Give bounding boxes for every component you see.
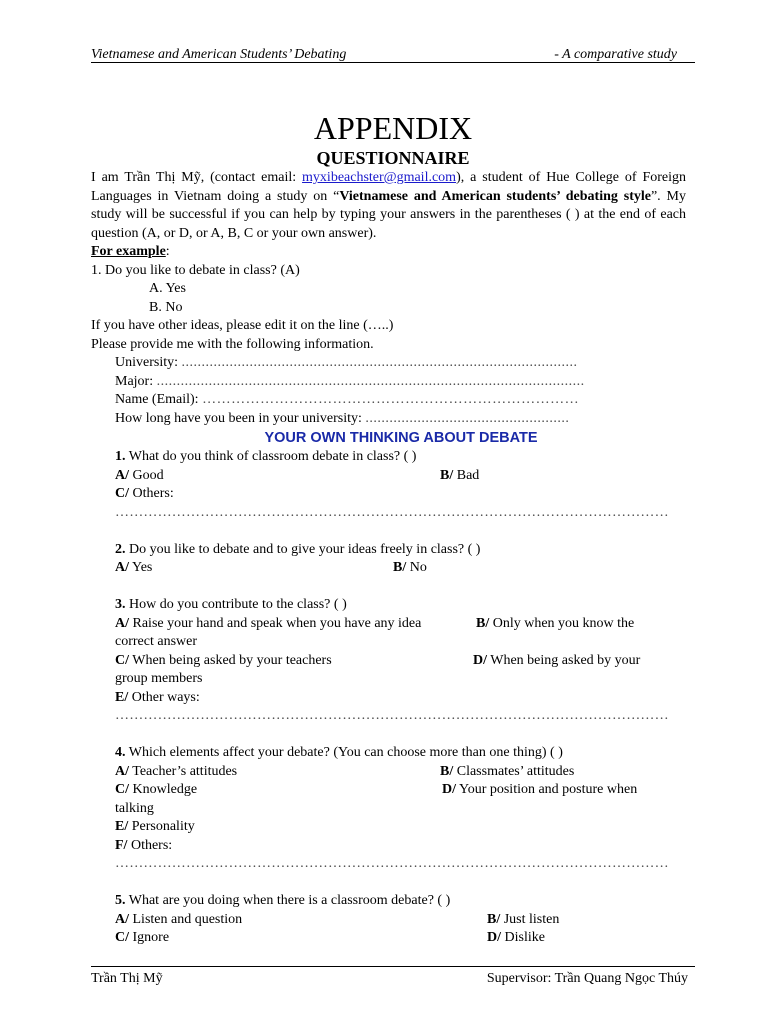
question-3-options-ab: [91, 615, 691, 634]
example-heading: For example:: [91, 244, 170, 259]
question-number: 5.: [115, 893, 126, 908]
option-b[interactable]: B/ Just listen: [487, 911, 560, 927]
question-number: 3.: [115, 597, 126, 612]
page-header: [91, 44, 695, 63]
example-option-b: B. No: [149, 299, 183, 315]
contact-email-link[interactable]: myxibeachster@gmail.com: [302, 170, 457, 185]
question-5-options-ab: [91, 911, 691, 930]
university-label: University:: [115, 355, 182, 370]
page-footer: [91, 966, 695, 997]
appendix-title: APPENDIX: [313, 110, 473, 146]
example-heading-label: For example: [91, 244, 166, 259]
document-body: [91, 169, 691, 948]
option-b[interactable]: B/ Only when you know the: [476, 615, 635, 631]
info-prompt: Please provide me with the following information.: [91, 336, 374, 352]
option-a[interactable]: A/ Good: [115, 467, 164, 483]
question-4-option-e[interactable]: E/ Personality: [115, 819, 195, 834]
major-blank[interactable]: ...........................................................................................................: [156, 373, 585, 389]
answer-line[interactable]: ………………………………………………………………………………………………………: [115, 856, 669, 871]
example-note: If you have other ideas, please edit it on the line (…..): [91, 318, 394, 333]
option-d[interactable]: D/ Dislike: [487, 930, 545, 945]
option-c[interactable]: C/ Knowledge: [115, 782, 198, 797]
name-email-field[interactable]: [91, 391, 691, 410]
questionnaire-title: QUESTIONNAIRE: [316, 148, 470, 168]
question-3-option-d-continued: group members: [115, 671, 203, 686]
question-text: How do you contribute to the class? ( ): [125, 597, 347, 612]
question-number: 4.: [115, 745, 126, 760]
study-title: Vietnamese and American students’ debating style: [339, 188, 651, 204]
duration-label: How long have you been in your university:: [115, 410, 366, 426]
question-text: Which elements affect your debate? (You can choose more than one thing) ( ): [125, 745, 563, 760]
question-4-option-d-continued: talking: [115, 800, 154, 816]
header-subtitle: - A comparative study: [554, 47, 677, 62]
intro-text-2: ), a student of Hue College of Foreign Languages in Vietnam doing a study on “: [91, 170, 687, 204]
option-b[interactable]: B/ Bad: [440, 467, 480, 483]
example-question: 1. Do you like to debate in class? (A): [91, 262, 300, 278]
option-d[interactable]: D/ Your position and posture when: [442, 782, 638, 797]
question-4-options-ab: [91, 763, 691, 782]
option-b[interactable]: B/ Classmates’ attitudes: [440, 763, 575, 779]
question-4-option-f[interactable]: F/ Others:: [115, 837, 173, 853]
example-option-a: A. Yes: [149, 281, 186, 296]
intro-text-3: ”. My study will be successful if you can help by typing your answers in the parentheses ( ) at the end of each question (A, or D, or A, B, C or your own answer).: [91, 188, 686, 241]
question-3-option-e[interactable]: E/ Other ways:: [115, 689, 200, 705]
question-number: 1.: [115, 449, 126, 464]
major-label: Major:: [115, 373, 157, 389]
option-d[interactable]: D/ When being asked by your: [473, 652, 641, 668]
question-1: [91, 448, 691, 467]
question-text: Do you like to debate and to give your ideas freely in class? ( ): [125, 541, 481, 557]
intro-paragraph: [91, 169, 686, 243]
question-3-options-cd: [91, 652, 691, 671]
question-5: [91, 892, 691, 911]
question-2-options: [91, 559, 691, 578]
university-blank[interactable]: ...................................................................................................: [181, 355, 578, 370]
question-5-options-cd: [91, 929, 691, 948]
option-a[interactable]: A/ Listen and question: [115, 911, 243, 927]
header-title: Vietnamese and American Students’ Debating: [91, 47, 347, 62]
section-heading: YOUR OWN THINKING ABOUT DEBATE: [264, 430, 538, 446]
option-c[interactable]: C/ When being asked by your teachers: [115, 652, 332, 668]
university-field[interactable]: [91, 354, 691, 373]
question-4: [91, 744, 691, 763]
question-3-option-b-continued: correct answer: [115, 634, 198, 649]
answer-line[interactable]: ………………………………………………………………………………………………………: [115, 708, 669, 723]
option-c[interactable]: C/ Ignore: [115, 930, 170, 945]
supervisor-name: Supervisor: Trần Quang Ngọc Thúy: [486, 971, 688, 986]
question-1-option-c[interactable]: C/ Others:: [115, 486, 174, 501]
option-a[interactable]: A/ Teacher’s attitudes: [115, 763, 238, 779]
option-a[interactable]: A/ Raise your hand and speak when you have any idea: [115, 615, 422, 631]
major-field[interactable]: [91, 373, 691, 392]
duration-blank[interactable]: ...................................................: [365, 410, 570, 426]
question-4-options-cd: [91, 781, 691, 800]
question-2: [91, 541, 691, 560]
question-text: What do you think of classroom debate in class? ( ): [125, 449, 417, 464]
name-email-label: Name (Email):: [115, 392, 203, 407]
duration-field[interactable]: [91, 410, 691, 429]
question-3: [91, 596, 691, 615]
question-text: What are you doing when there is a classroom debate? ( ): [125, 893, 451, 908]
name-email-blank[interactable]: ……………………………………………………………………: [202, 392, 580, 407]
question-1-options-ab: [91, 467, 691, 486]
intro-text-1: I am Trần Thị Mỹ, (contact email:: [91, 170, 303, 185]
option-a[interactable]: A/ Yes: [115, 560, 153, 575]
option-b[interactable]: B/ No: [393, 560, 427, 575]
answer-line[interactable]: ………………………………………………………………………………………………………: [115, 504, 669, 520]
author-name: Trần Thị Mỹ: [91, 971, 163, 986]
question-number: 2.: [115, 541, 126, 557]
